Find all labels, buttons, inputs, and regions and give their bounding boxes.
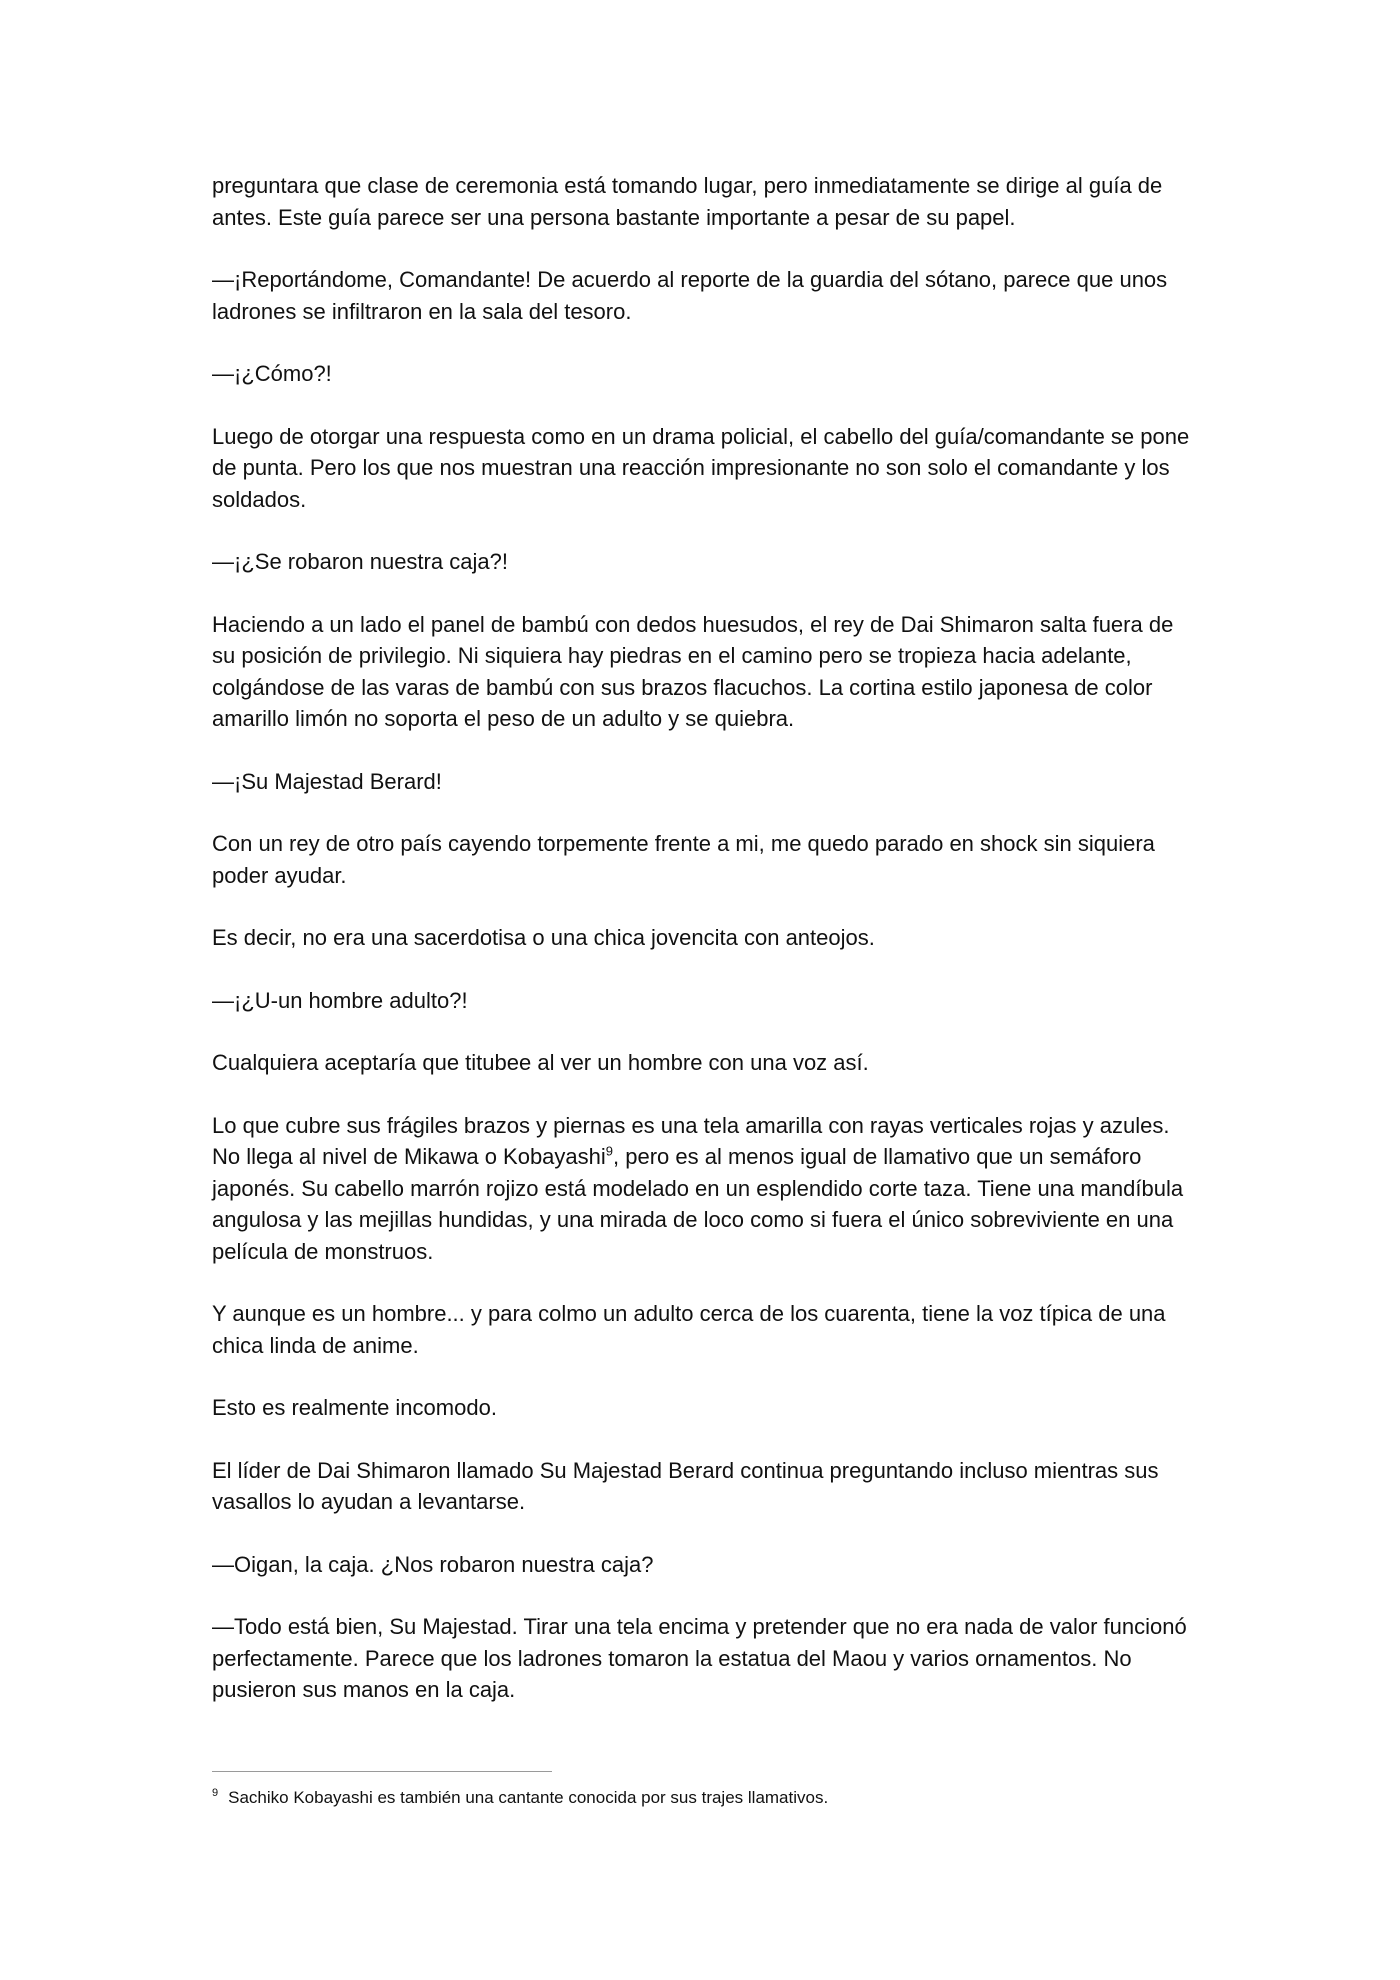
paragraph: Cualquiera aceptaría que titubee al ver un hombre con una voz así. — [212, 1050, 869, 1075]
paragraph: —¡¿Se robaron nuestra caja?! — [212, 549, 508, 574]
paragraph-text-after: , pero es al menos igual de llamativo que un semáforo japonés. Su cabello marrón rojizo está modelado en un esplendido corte taza. Tiene una mandíbula angulosa y las mejillas hundidas, y una mirada de loco como si fuera el único sobreviviente en una película de monstruos. — [212, 1144, 1184, 1264]
footnote-number: 9 — [212, 1787, 219, 1800]
paragraph: —Oigan, la caja. ¿Nos robaron nuestra caja? — [212, 1551, 654, 1577]
footnote-divider — [212, 1771, 552, 1772]
paragraph: Esto es realmente incomodo. — [212, 1395, 497, 1420]
footnote-text: Sachiko Kobayashi es también una cantante conocida por sus trajes llamativos. — [228, 1788, 829, 1807]
paragraph: El líder de Dai Shimaron llamado Su Majestad Berard continua preguntando incluso mientras sus vasallos lo ayudan a levantarse. — [212, 1457, 1159, 1514]
footnote — [212, 1786, 1202, 1810]
paragraph: —¡Su Majestad Berard! — [212, 768, 442, 794]
paragraph-text-before: Lo que cubre sus frágiles brazos y piernas es una tela amarilla con rayas verticales rojas y azules. No llega al nivel de Mikawa o Kobayashi — [212, 1112, 1170, 1169]
paragraph: Con un rey de otro país cayendo torpemente frente a mi, me quedo parado en shock sin siquiera poder ayudar. — [212, 831, 1155, 888]
paragraph: preguntara que clase de ceremonia está tomando lugar, pero inmediatamente se dirige al guía de antes. Este guía parece ser una persona bastante importante a pesar de su papel. — [212, 173, 1163, 230]
paragraph: Haciendo a un lado el panel de bambú con dedos huesudos, el rey de Dai Shimaron salta fuera de su posición de privilegio. Ni siquiera hay piedras en el camino pero se tropieza hacia adelante, colgándose de las varas de bambú con sus brazos flacuchos. La cortina estilo japonesa de color amarillo limón no soporta el peso de un adulto y se quiebra. — [212, 611, 1174, 731]
paragraph: —Todo está bien, Su Majestad. Tirar una tela encima y pretender que no era nada de valor funcionó perfectamente. Parece que los ladrones tomaron la estatua del Maou y varios ornamentos. No pusieron sus manos en la caja. — [212, 1614, 1187, 1702]
page-body — [212, 170, 1202, 1737]
paragraph-with-footnote — [212, 1110, 1202, 1268]
paragraph: —¡¿U-un hombre adulto?! — [212, 987, 468, 1013]
paragraph: Luego de otorgar una respuesta como en un drama policial, el cabello del guía/comandante se pone de punta. Pero los que nos muestran una reacción impresionante no son solo el comandante y los soldados. — [212, 423, 1190, 512]
paragraph: —¡¿Cómo?! — [212, 361, 332, 386]
paragraph: —¡Reportándome, Comandante! De acuerdo al reporte de la guardia del sótano, parece que unos ladrones se infiltraron en la sala del tesoro. — [212, 267, 1168, 324]
paragraph: Es decir, no era una sacerdotisa o una chica jovencita con anteojos. — [212, 925, 875, 950]
footnote-reference[interactable]: 9 — [605, 1143, 614, 1159]
paragraph: Y aunque es un hombre... y para colmo un adulto cerca de los cuarenta, tiene la voz típica de una chica linda de anime. — [212, 1301, 1166, 1358]
